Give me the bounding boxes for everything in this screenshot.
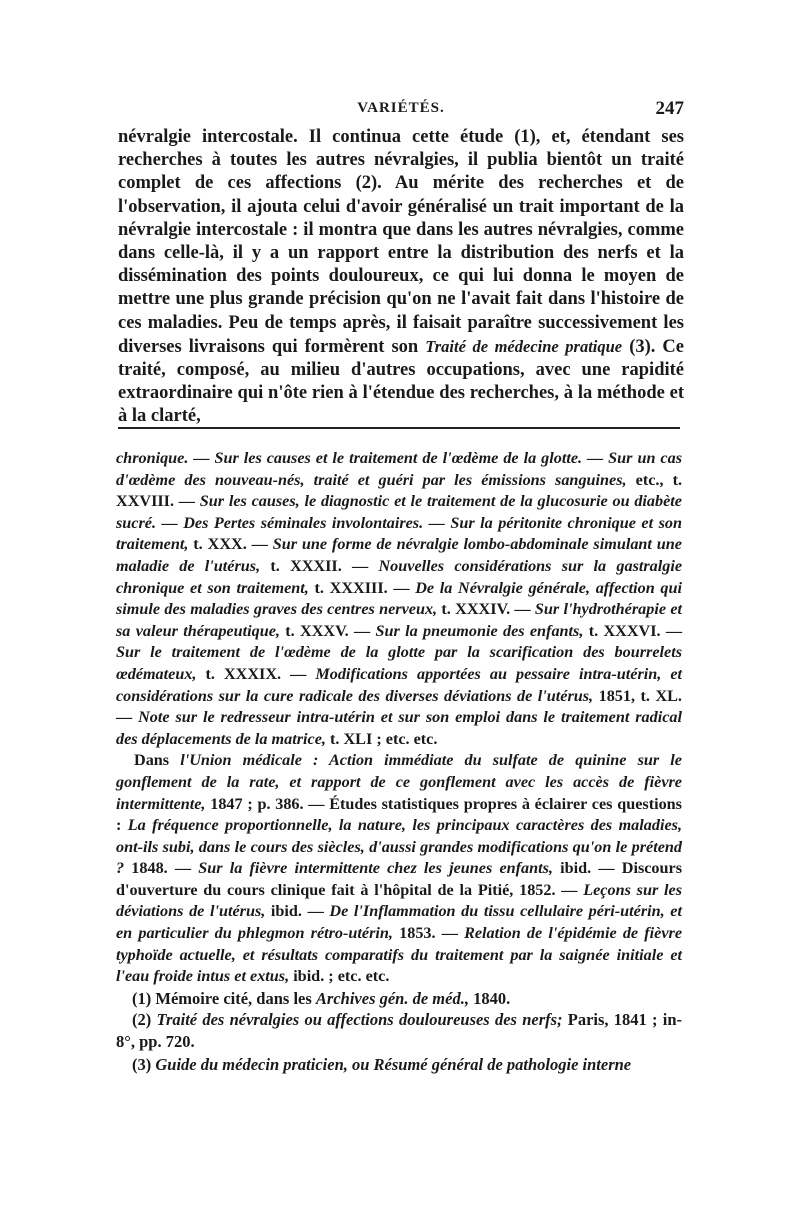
note-span: De l'Inflammation du tissu cellulaire péri-utérin, et en particulier du phlegmon rétro-utérin, <box>116 902 682 943</box>
note-span: (2) <box>132 1010 152 1030</box>
note-span: De la Névralgie générale, affection qui simule des maladies graves des centres nerveux, <box>116 578 683 619</box>
note-span: Leçons sur les déviations de l'utérus, <box>116 880 682 921</box>
footnote-3 <box>116 1054 682 1076</box>
note-span: ibid. — Discours d'ouverture du cours clinique fait à l'hôpital de la Pitié, 1852. — <box>116 859 683 899</box>
note-span: Sur une forme de névralgie lombo-abdominale simulant une maladie de l'utérus, <box>116 535 682 575</box>
note-span: La fréquence proportionnelle, la nature, les principaux caractères des maladies, ont-ils subi, dans le cours des siècles, d'aussi grandes modifications qu'on le prétend ? <box>116 816 682 878</box>
page-number: 247 <box>655 98 684 119</box>
book-title: Traité de médecine pratique <box>425 336 623 356</box>
note-span: (1) Mémoire cité, dans les <box>132 988 312 1008</box>
footnotes <box>116 448 682 1075</box>
note-span: 1851, t. XL. — <box>116 686 682 727</box>
note-span: ibid. ; etc. etc. <box>293 967 390 986</box>
note-span: t. XXXIX. — <box>205 664 307 683</box>
note-span: t. XXXVI. — <box>588 621 683 640</box>
note-span: Nouvelles considérations sur la gastralgie chronique et son traitement, <box>116 556 683 597</box>
note-span: Archives gén. de méd., <box>315 988 469 1008</box>
main-paragraph-end: (3). Ce traité, composé, au milieu d'autres occupations, avec une rapidité extraordinaire qui n'ôte rien à l'étendue des recherches, à la méthode et à la clarté, <box>118 336 685 427</box>
running-head-title: VARIÉTÉS. <box>357 100 445 116</box>
note-span: Relation de l'épidémie de fièvre typhoïde actuelle, et résultats comparatifs du traitement par la saignée initiale et l'eau froide intus et extus, <box>116 924 683 986</box>
note-span: Modifications apportées au pessaire intra-utérin, et considérations sur la cure radicale des diverses déviations de l'utérus, <box>116 664 683 705</box>
note-span: 1853. — <box>399 924 458 943</box>
note-span: t. XXXII. — <box>270 556 369 575</box>
note-span: t. XXX. — <box>193 535 268 554</box>
footnote-1 <box>116 988 682 1010</box>
note-span: Note sur le redresseur intra-utérin et sur son emploi dans le traitement radical des déplacements de la matrice, <box>116 708 682 748</box>
footnote-separator <box>118 427 680 429</box>
note-span: Traité des névralgies ou affections douloureuses des nerfs; <box>156 1010 563 1030</box>
note-span: t. XXXIII. — <box>314 578 410 597</box>
note-span: chronique. — Sur les causes et le traitement de l'œdème de la glotte. — Sur un cas d'œdème des nouveau-nés, traité et guéri par les émissions sanguines, <box>116 449 682 489</box>
note-span: t. XLI ; etc. etc. <box>330 729 438 748</box>
note-span: 1847 ; p. 386. — Études statistiques propres à éclairer ces questions : <box>116 794 682 835</box>
footnote-union-medicale <box>116 750 682 988</box>
main-paragraph <box>118 126 684 429</box>
note-span: Sur les causes, le diagnostic et le traitement de la glucosurie ou diabète sucré. — Des Pertes séminales involontaires. — Sur la péritonite chronique et son traitement, <box>116 492 682 554</box>
note-span: Sur la fièvre intermittente chez les jeunes enfants, <box>198 859 553 878</box>
main-paragraph-text: névralgie intercostale. Il continua cette étude (1), et, étendant ses recherches à toutes les autres névralgies, il publia bientôt un traité complet de ces affections (2). Au mérite des recherches et de l'observation, il ajouta celui d'avoir généralisé un trait important de la névralgie intercostale : il montra que dans les autres névralgies, comme dans celle-là, il y a un rapport entre la distribution des nerfs et la dissémination des points douloureux, ce qui lui donna le moyen de mettre une plus grande précision qu'on ne l'avait fait dans l'histoire de ces maladies. Peu de temps après, il faisait paraître successivement les diverses livraisons qui formèrent son <box>118 127 684 357</box>
note-span: etc., t. XXVIII. — <box>116 470 683 511</box>
note-span: (3) <box>132 1054 152 1074</box>
footnote-continuation-list <box>116 448 682 750</box>
note-span: Dans <box>134 751 170 770</box>
note-span: Guide du médecin praticien, ou Résumé général de pathologie interne <box>155 1054 632 1074</box>
footnote-2 <box>116 1009 682 1052</box>
note-span: 1848. — <box>131 859 192 878</box>
note-span: ibid. — <box>270 902 324 921</box>
note-span: t. XXXIV. — <box>441 600 531 619</box>
note-span: 1840. <box>473 988 511 1008</box>
note-span: Sur le traitement de l'œdème de la glotte par la scarification des bourrelets œdémateux, <box>116 643 682 683</box>
note-span: l'Union médicale : Action immédiate du sulfate de quinine sur le gonflement de la rate, et rapport de ce gonflement avec les accès de fièvre intermittente, <box>116 751 682 813</box>
note-span: t. XXXV. — <box>285 621 371 640</box>
note-span: Sur la pneumonie des enfants, <box>375 621 584 640</box>
note-span: Sur l'hydrothérapie et sa valeur thérapeutique, <box>116 600 683 640</box>
running-head <box>118 100 684 124</box>
note-span: Paris, 1841 ; in-8°, pp. 720. <box>116 1010 682 1052</box>
